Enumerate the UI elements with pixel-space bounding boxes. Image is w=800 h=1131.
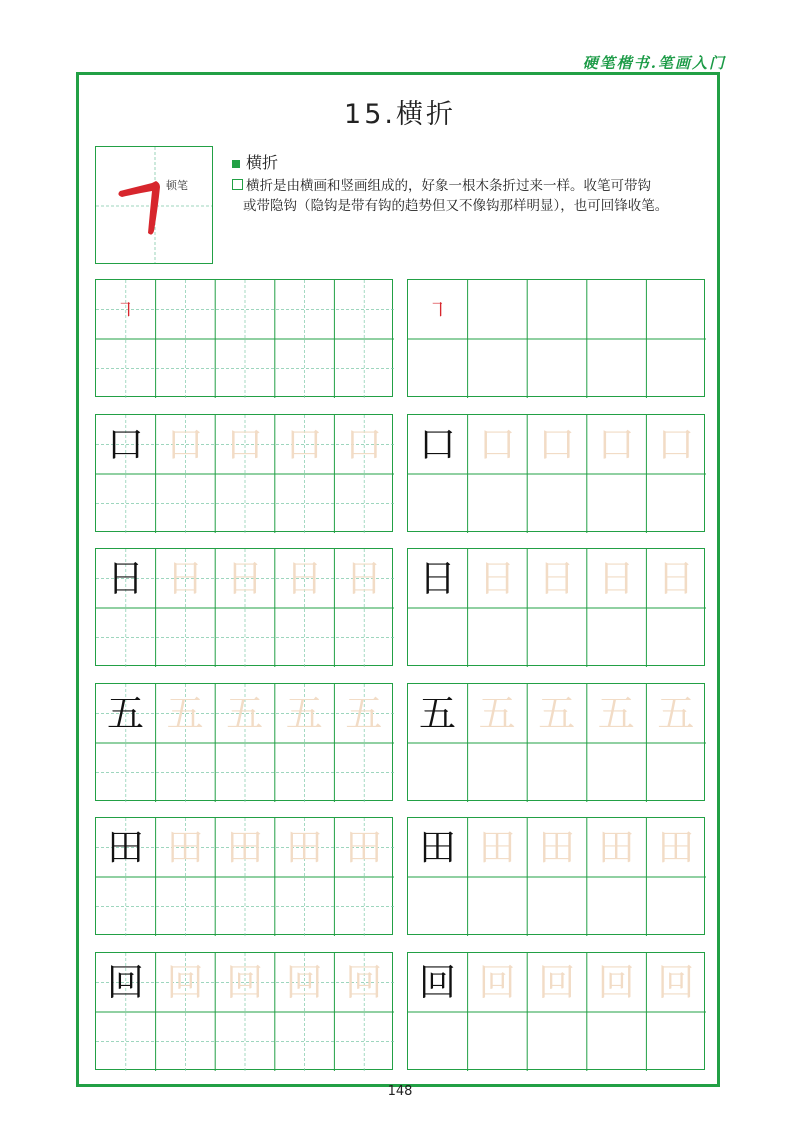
writing-cell[interactable] [275,474,335,533]
practice-block-left [95,279,393,397]
hengzhe-stroke-icon [118,181,160,235]
model-character: 五 [419,691,456,735]
model-character: 五 [107,691,144,735]
trace-character: 田 [538,826,576,869]
page-number: 148 [387,1084,413,1099]
writing-cell[interactable] [646,743,706,802]
trace-character: 回 [345,960,383,1004]
trace-character: 口 [478,422,516,466]
writing-cell[interactable] [527,877,587,936]
trace-character: 田 [597,826,635,869]
writing-cell[interactable] [215,608,275,667]
writing-cell[interactable] [215,877,275,936]
trace-character: 回 [478,960,516,1004]
writing-cell[interactable] [215,743,275,802]
trace-character: 田 [166,826,204,869]
trace-character: 田 [285,826,323,869]
trace-character: 日 [285,557,323,600]
writing-cell[interactable] [408,877,468,936]
trace-character: 五 [345,691,383,735]
trace-character: 田 [657,826,695,869]
trace-character: 五 [226,691,264,735]
model-character: 田 [107,826,144,869]
practice-block-right [407,279,705,397]
model-character: 回 [107,960,144,1004]
trace-character: 回 [285,960,323,1004]
trace-character: 五 [166,691,204,735]
writing-cell[interactable] [275,1012,335,1071]
trace-character: 五 [285,691,323,735]
trace-character: 回 [226,960,264,1004]
trace-character: 五 [538,691,576,735]
writing-cell[interactable] [334,474,394,533]
trace-character: 口 [226,422,264,466]
section-heading [232,150,278,173]
writing-cell[interactable] [96,608,156,667]
desc-line-2: 或带隐钩（隐钩是带有钩的趋势但又不像钩那样明显），也可回锋收笔。 [243,198,669,214]
trace-character: 五 [478,691,516,735]
trace-character: 日 [597,557,635,600]
writing-cell[interactable] [156,1012,216,1071]
model-character: ㇕ [427,297,448,322]
trace-character: 口 [597,422,635,466]
writing-cell[interactable] [96,877,156,936]
trace-character: 口 [538,422,576,466]
practice-block-left [95,817,393,935]
trace-character: 田 [226,826,264,869]
writing-cell[interactable] [96,339,156,398]
writing-cell[interactable] [468,339,528,398]
writing-cell[interactable] [215,1012,275,1071]
demo-note: 顿笔 [166,179,188,192]
writing-cell[interactable] [334,1012,394,1071]
demo-grid [96,147,213,264]
section-description [232,176,722,216]
writing-cell[interactable] [275,608,335,667]
trace-character: 口 [657,422,695,466]
writing-cell[interactable] [96,743,156,802]
writing-cell[interactable] [646,339,706,398]
writing-cell[interactable] [334,608,394,667]
trace-character: 日 [226,557,264,600]
trace-character: 日 [538,557,576,600]
model-character: 日 [419,557,456,600]
writing-cell[interactable] [275,743,335,802]
model-character: 田 [419,826,456,869]
trace-character: 口 [285,422,323,466]
model-character: ㇕ [115,297,136,322]
writing-cell[interactable] [587,743,647,802]
model-character: 口 [419,422,456,466]
writing-cell[interactable] [156,474,216,533]
trace-character: 五 [597,691,635,735]
checkbox-square-icon [232,179,243,190]
writing-cell[interactable] [468,877,528,936]
writing-cell[interactable] [646,474,706,533]
bullet-square-icon [232,160,240,168]
writing-cell[interactable] [587,474,647,533]
writing-cell[interactable] [156,877,216,936]
writing-cell[interactable] [408,339,468,398]
writing-cell[interactable] [646,1012,706,1071]
writing-cell[interactable] [527,339,587,398]
trace-character: 日 [345,557,383,600]
writing-cell[interactable] [527,474,587,533]
writing-cell[interactable] [587,339,647,398]
practice-block-left [95,414,393,532]
writing-cell[interactable] [215,474,275,533]
header-label: 硬笔楷书.笔画入门 [582,54,726,72]
writing-cell[interactable] [527,743,587,802]
writing-cell[interactable] [646,608,706,667]
writing-cell[interactable] [468,608,528,667]
writing-cell[interactable] [156,339,216,398]
stroke-demo-box [95,146,213,264]
writing-cell[interactable] [334,877,394,936]
desc-line-1: 横折是由横画和竖画组成的，好象一根木条折过来一样。收笔可带钩 [246,178,651,194]
writing-cell[interactable] [646,877,706,936]
practice-block-left [95,548,393,666]
writing-cell[interactable] [334,743,394,802]
trace-character: 回 [166,960,204,1004]
trace-character: 日 [478,557,516,600]
writing-cell[interactable] [587,1012,647,1071]
writing-cell[interactable] [96,1012,156,1071]
trace-character: 口 [345,422,383,466]
trace-character: 五 [657,691,695,735]
practice-block-right [407,414,705,532]
trace-character: 日 [166,557,204,600]
writing-cell[interactable] [587,608,647,667]
writing-cell[interactable] [408,1012,468,1071]
model-character: 日 [107,557,144,600]
writing-cell[interactable] [527,1012,587,1071]
practice-block-left [95,683,393,801]
practice-block-right [407,817,705,935]
writing-cell[interactable] [527,608,587,667]
writing-cell[interactable] [468,1012,528,1071]
trace-character: 回 [538,960,576,1004]
practice-block-left [95,952,393,1070]
trace-character: 回 [657,960,695,1004]
practice-block-right [407,952,705,1070]
writing-cell[interactable] [334,339,394,398]
writing-cell[interactable] [408,608,468,667]
trace-character: 田 [478,826,516,869]
trace-character: 日 [657,557,695,600]
writing-cell[interactable] [215,339,275,398]
writing-cell[interactable] [468,474,528,533]
model-character: 回 [419,960,456,1004]
writing-cell[interactable] [408,743,468,802]
writing-cell[interactable] [156,743,216,802]
writing-cell[interactable] [468,743,528,802]
practice-block-right [407,683,705,801]
writing-cell[interactable] [275,877,335,936]
model-character: 口 [107,422,144,466]
trace-character: 田 [345,826,383,869]
section-heading-text: 横折 [246,153,279,172]
writing-cell[interactable] [156,608,216,667]
page-title: 15.横折 [344,99,456,130]
trace-character: 口 [166,422,204,466]
writing-cell[interactable] [275,339,335,398]
writing-cell[interactable] [587,877,647,936]
practice-block-right [407,548,705,666]
writing-cell[interactable] [408,474,468,533]
writing-cell[interactable] [96,474,156,533]
trace-character: 回 [597,960,635,1004]
